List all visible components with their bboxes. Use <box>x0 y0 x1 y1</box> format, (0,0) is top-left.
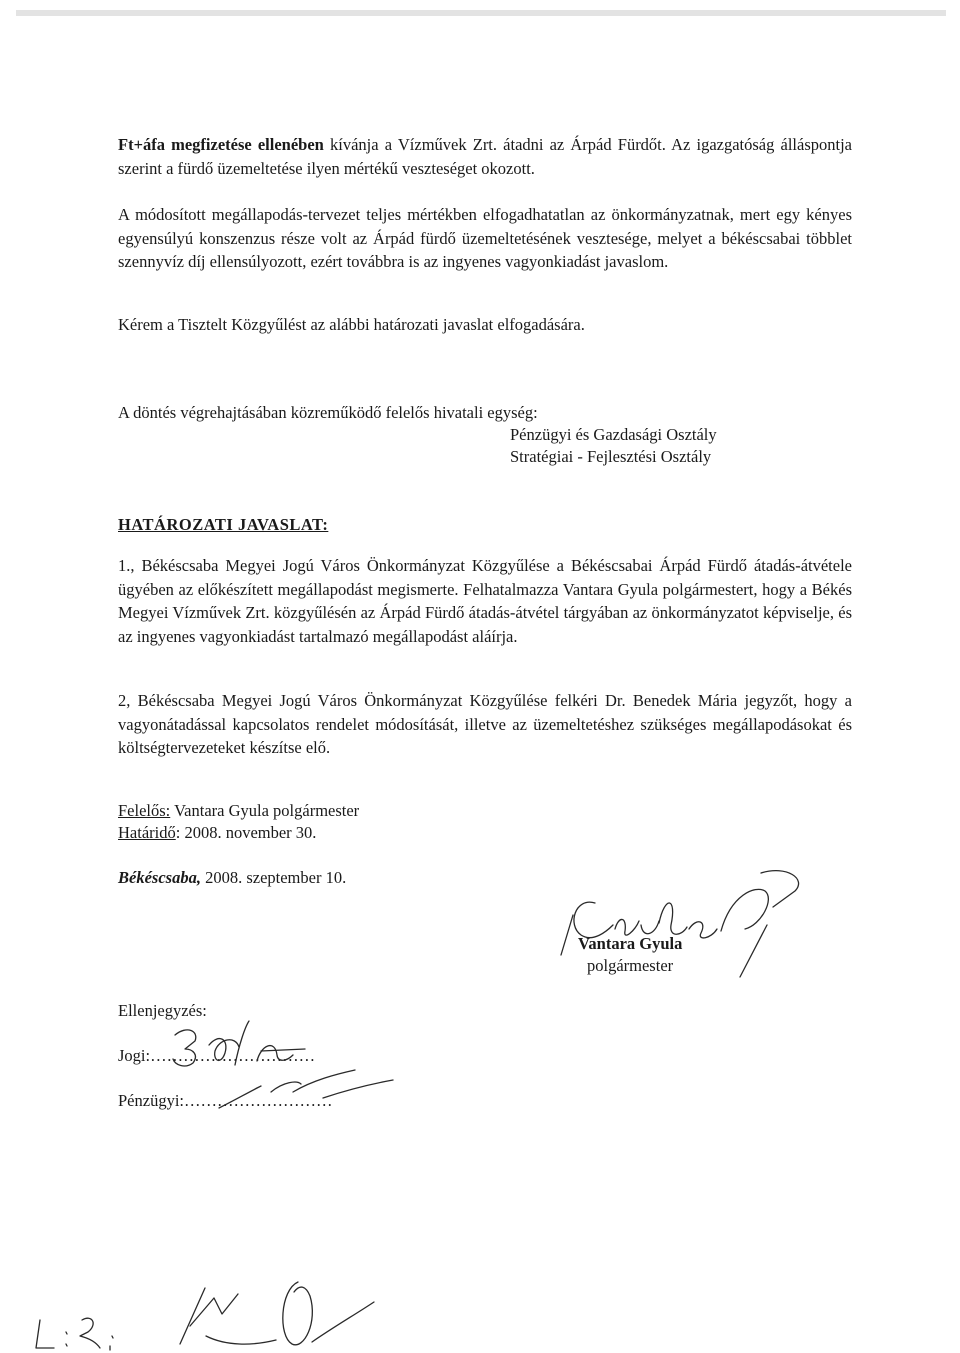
date: 2008. szeptember 10. <box>200 868 347 887</box>
place-date-line <box>118 867 346 889</box>
signatory-name: Vantara Gyula <box>578 934 683 953</box>
signatory-title: polgármester <box>587 956 674 975</box>
countersign-finance-dots: ……………………… <box>184 1091 333 1110</box>
resolution-heading: HATÁROZATI JAVASLAT: <box>118 515 329 534</box>
countersign-label: Ellenjegyzés: <box>118 1001 207 1020</box>
responsible-line <box>118 800 359 822</box>
bottom-initials-annotation <box>30 1262 390 1352</box>
responsible-value: Vantara Gyula polgármester <box>170 801 360 820</box>
paragraph-intro <box>118 133 852 180</box>
place: Békéscsaba, <box>118 868 201 887</box>
deadline-value: : 2008. november 30. <box>175 823 317 842</box>
countersign-legal-label: Jogi: <box>118 1046 151 1065</box>
finance-countersignature <box>205 1068 405 1118</box>
paragraph-request: Kérem a Tisztelt Közgyűlést az alábbi határozati javaslat elfogadására. <box>118 315 585 334</box>
countersign-legal-dots: ………………………… <box>150 1046 316 1065</box>
deadline-label: Határidő <box>118 823 176 842</box>
scan-top-edge <box>16 10 946 16</box>
responsible-unit-strategy: Stratégiai - Fejlesztési Osztály <box>510 447 712 466</box>
responsible-unit-finance: Pénzügyi és Gazdasági Osztály <box>510 425 717 444</box>
paragraph-intro-text: kívánja a Vízművek Zrt. átadni az Árpád Fürdőt. Az igazgatóság álláspontja szerint a fürdő üzemeltetése ilyen mértékű veszteséget okozott. <box>118 135 853 178</box>
paragraph-assessment: A módosított megállapodás-tervezet teljes mértékben elfogadhatatlan az önkormányzatnak, mert egy kényes egyensúlyú konszenzus része volt az Árpád fürdő üzemeltetésének vesztesége, melyet a békéscsabai többlet szennyvíz díj ellensúlyozott, ezért továbbra is az ingyenes vagyonkiadást javaslom. <box>118 205 852 271</box>
legal-countersignature <box>165 1015 335 1075</box>
responsible-unit-label: A döntés végrehajtásában közreműködő felelős hivatali egység: <box>118 403 538 422</box>
responsible-label: Felelős: <box>118 801 171 820</box>
countersign-finance-label: Pénzügyi: <box>118 1091 184 1110</box>
resolution-item-1: 1., Békéscsaba Megyei Jogú Város Önkormányzat Közgyűlése a Békéscsabai Árpád Fürdő átadás-átvétele ügyében az előkészített megállapodást megismerte. Felhatalmazza Vantara Gyula polgármestert, hogy a Békés Megyei Vízművek Zrt. közgyűlésén az Árpád Fürdő átadás-átvétel tárgyában az önkormányzatot képviselje, és az ingyenes vagyonkiadást tartalmazó megállapodást aláírja. <box>118 556 852 646</box>
deadline-line <box>118 822 316 844</box>
resolution-item-2: 2, Békéscsaba Megyei Jogú Város Önkormányzat Közgyűlése felkéri Dr. Benedek Mária jegyzőt, hogy a vagyonátadással kapcsolatos rendelet módosítását, illetve az üzemeltetéshez szükséges megállapodásokat és költségtervezeteket készítse elő. <box>118 691 852 757</box>
bold-phrase: Ft+áfa megfizetése ellenében <box>118 135 324 154</box>
